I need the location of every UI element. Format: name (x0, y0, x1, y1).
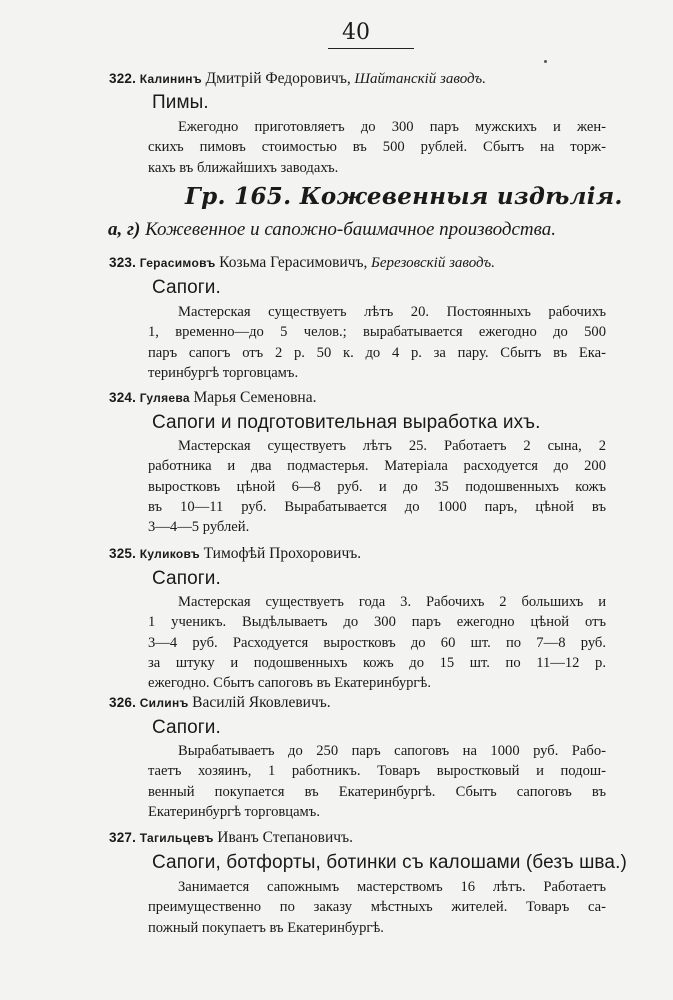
entry-surname: Калининъ (139, 72, 202, 86)
text-line: Мастерская существуетъ лѣтъ 25. Работаетъ 2 сына, 2 (178, 438, 606, 454)
entry-number: 326. (109, 695, 137, 710)
entry-327-description (148, 877, 606, 938)
entry-322-heading (109, 70, 486, 88)
entry-324-product: Сапоги и подготовительная выработка ихъ. (152, 412, 541, 433)
text-line: венный покупается въ Екатеринбургѣ. Сбытъ сапоговъ въ (148, 783, 606, 800)
entry-surname: Герасимовъ (139, 256, 216, 270)
entry-surname: Силинъ (139, 696, 189, 710)
entry-322-product: Пимы. (152, 92, 209, 113)
entry-number: 322. (109, 71, 137, 86)
text-line: Занимается сапожнымъ мастерствомъ 16 лѣтъ. Работаетъ (178, 879, 606, 895)
text-line: выростковъ цѣной 6—8 руб. и до 35 подошвенныхъ кожъ (148, 478, 606, 495)
entry-325-heading (109, 545, 361, 563)
text-line: таетъ хозяинъ, 1 работникъ. Товаръ выростковый и подош- (148, 763, 606, 780)
text-line: за штуку и подошвенныхъ кожъ до 15 шт. по 11—12 р. (148, 654, 606, 671)
entry-place: Березовскій заводъ. (371, 255, 495, 271)
entry-given-name: Иванъ Степановичъ. (217, 829, 353, 846)
text-line: Екатеринбургѣ торговцамъ. (148, 803, 320, 820)
text-line: преимущественно по заказу мѣстныхъ жителей. Товаръ са- (148, 899, 606, 916)
text-line: ежегодно. Сбытъ сапоговъ въ Екатеринбургѣ. (148, 675, 431, 692)
entry-given-name: Марья Семеновна. (193, 389, 317, 406)
entry-324-description (148, 436, 606, 537)
text-line: 1 ученикъ. Выдѣлываетъ до 300 паръ ежегодно цѣной отъ (148, 614, 606, 631)
text-line: пожный покупаетъ въ Екатеринбургѣ. (148, 919, 384, 936)
entry-given-name: Василій Яковлевичъ. (192, 694, 331, 711)
paper-speck (544, 60, 547, 63)
text-line: 3—4—5 рублей. (148, 519, 250, 536)
entry-given-name: Дмитрій Федоровичъ, (205, 70, 351, 87)
entry-given-name: Тимофѣй Прохоровичъ. (203, 545, 362, 562)
page-number-rule (328, 48, 414, 49)
text-line: работника и два подмастерья. Матеріала расходуется до 200 (148, 458, 606, 475)
text-line: 1, временно—до 5 челов.; вырабатывается ежегодно до 500 (148, 324, 606, 341)
entry-326-description (148, 741, 606, 822)
text-line: Ежегодно приготовляетъ до 300 паръ мужскихъ и жен- (178, 119, 606, 135)
entry-326-heading (109, 694, 331, 712)
entry-327-product: Сапоги, ботфорты, ботинки съ калошами (безъ шва.) (152, 852, 627, 873)
text-line: паръ сапогъ отъ 2 р. 50 к. до 4 р. за пару. Сбытъ въ Ека- (148, 344, 606, 361)
subsection-title: Кожевенное и сапожно-башмачное производства. (145, 219, 556, 240)
entry-325-product: Сапоги. (152, 568, 221, 589)
entry-number: 327. (109, 830, 137, 845)
subsection-label: a, г) (108, 219, 141, 240)
entry-327-heading (109, 829, 353, 847)
entry-324-heading (109, 389, 316, 407)
group-title: Гр. 165. Кожевенныя издѣлія. (185, 183, 623, 210)
text-line: Вырабатываетъ до 250 паръ сапоговъ на 1000 руб. Рабо- (178, 743, 606, 759)
entry-surname: Гуляева (139, 391, 190, 405)
entry-given-name: Козьма Герасимовичъ, (219, 254, 368, 271)
text-line: въ 10—11 руб. Вырабатывается до 1000 паръ, цѣной въ (148, 498, 606, 515)
page-number: 40 (342, 20, 370, 45)
entry-number: 324. (109, 390, 137, 405)
text-line: кахъ въ ближайшихъ заводахъ. (148, 159, 339, 176)
entry-place: Шайтанскій заводъ. (354, 71, 486, 87)
entry-number: 323. (109, 255, 137, 270)
text-line: Мастерская существуетъ года 3. Рабочихъ 2 большихъ и (178, 594, 606, 610)
entry-325-description (148, 592, 606, 693)
entry-323-description (148, 302, 606, 383)
text-line: 3—4 руб. Расходуется выростковъ до 60 шт. по 7—8 руб. (148, 634, 606, 651)
entry-surname: Тагильцевъ (139, 831, 214, 845)
entry-surname: Куликовъ (139, 547, 200, 561)
subsection-heading (108, 218, 556, 242)
entry-326-product: Сапоги. (152, 717, 221, 738)
text-line: теринбургѣ торговцамъ. (148, 364, 299, 381)
entry-323-product: Сапоги. (152, 277, 221, 298)
entry-322-description (148, 117, 606, 178)
text-line: Мастерская существуетъ лѣтъ 20. Постоянныхъ рабочихъ (178, 304, 606, 320)
text-line: скихъ пимовъ стоимостью въ 500 рублей. Сбытъ на торж- (148, 139, 606, 156)
entry-number: 325. (109, 546, 137, 561)
entry-323-heading (109, 254, 495, 272)
